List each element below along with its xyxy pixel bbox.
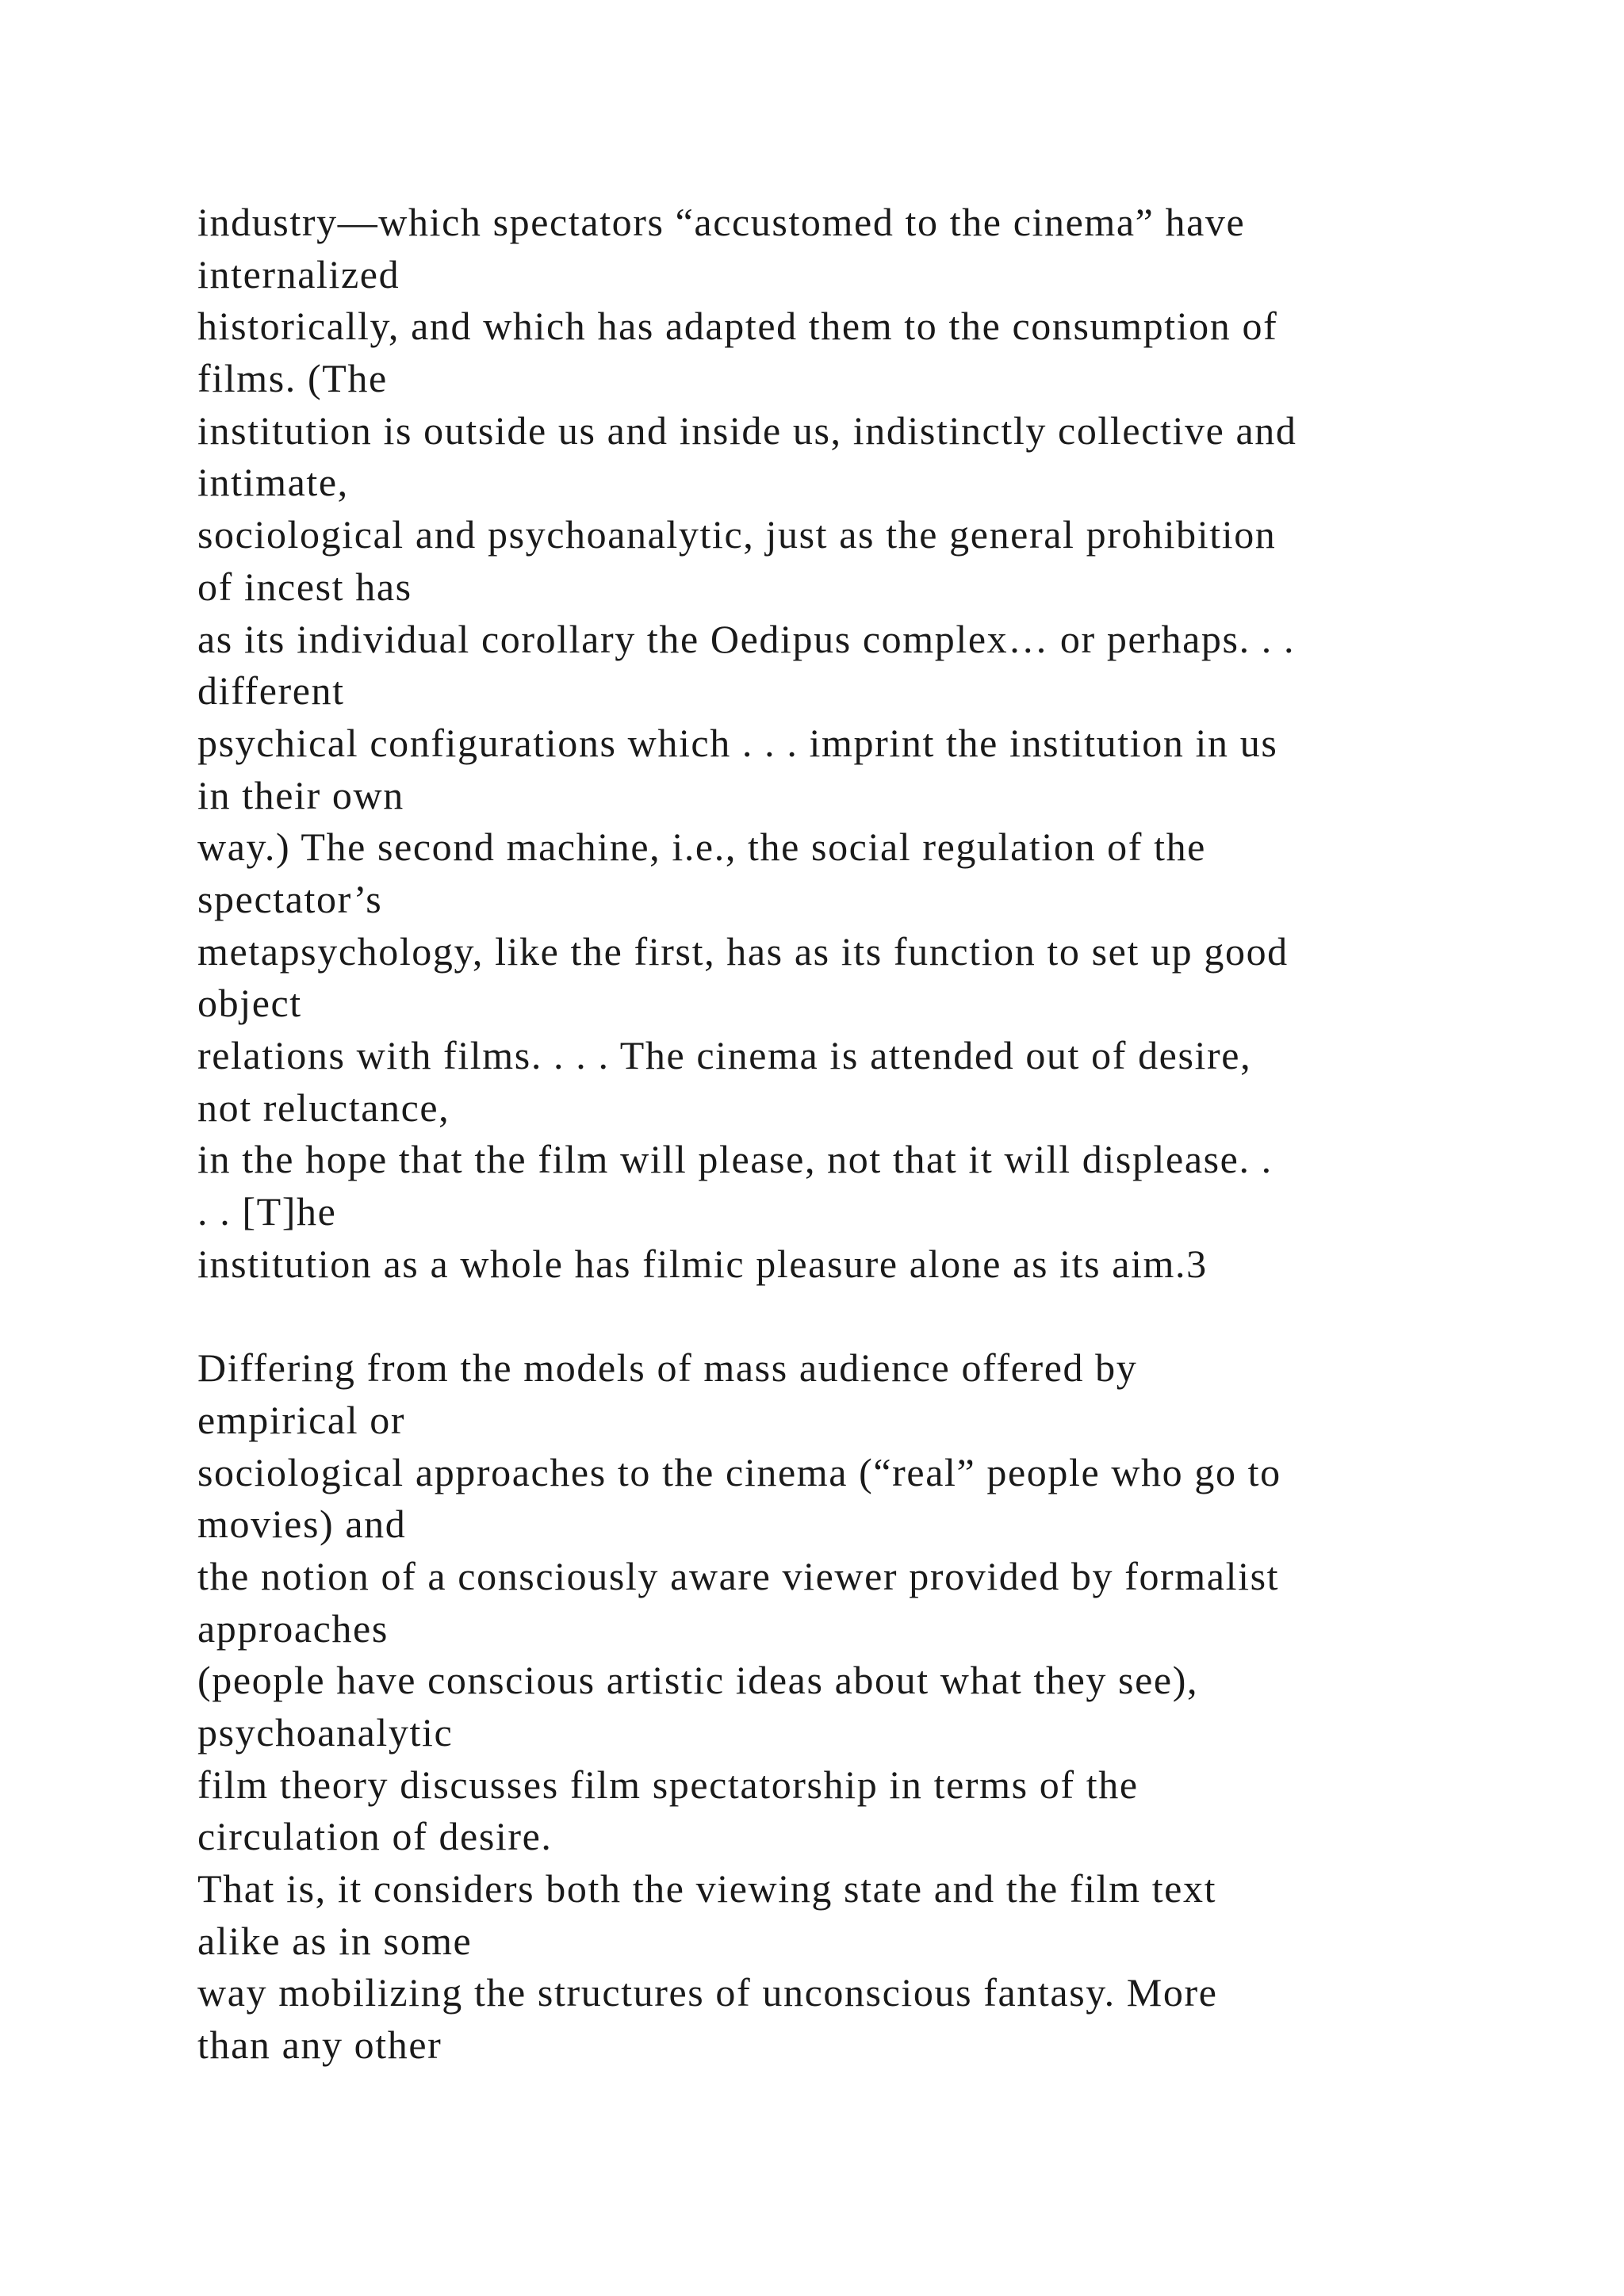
text-line: metapsychology, like the first, has as its function to set up good	[197, 928, 1289, 974]
text-line: sociological approaches to the cinema (“real” people who go to	[197, 1449, 1281, 1494]
text-line: films. (The	[197, 356, 388, 401]
text-line: relations with films. . . . The cinema is attended out of desire,	[197, 1033, 1252, 1077]
paragraph-quote	[197, 197, 1498, 1290]
text-line: That is, it considers both the viewing state and the film text	[197, 1866, 1217, 1911]
text-line: . . [T]he	[197, 1189, 337, 1234]
text-line: way mobilizing the structures of unconscious fantasy. More	[197, 1970, 1218, 2015]
text-line: sociological and psychoanalytic, just as the general prohibition	[197, 512, 1277, 557]
text-line: psychoanalytic	[197, 1709, 454, 1755]
text-line: industry—which spectators “accustomed to the cinema” have	[197, 200, 1246, 244]
text-line: internalized	[197, 251, 400, 297]
text-line: approaches	[197, 1605, 389, 1651]
text-line: than any other	[197, 2022, 442, 2068]
text-line: in their own	[197, 772, 404, 817]
text-line: film theory discusses film spectatorship in terms of the	[197, 1762, 1139, 1807]
paragraph-body	[197, 1342, 1498, 2072]
text-line: empirical or	[197, 1397, 406, 1442]
text-line: psychical configurations which . . . imprint the institution in us	[197, 720, 1278, 765]
body-text	[197, 197, 1498, 2072]
text-line: way.) The second machine, i.e., the social regulation of the	[197, 825, 1206, 870]
text-line: circulation of desire.	[197, 1814, 553, 1859]
text-line: historically, and which has adapted them to the consumption of	[197, 304, 1278, 349]
text-line: (people have conscious artistic ideas about what they see),	[197, 1658, 1199, 1703]
text-line: of incest has	[197, 564, 412, 609]
text-line: movies) and	[197, 1502, 407, 1547]
text-line: different	[197, 668, 345, 714]
text-line: alike as in some	[197, 1918, 473, 1963]
text-line: spectator’s	[197, 876, 383, 921]
text-line: not reluctance,	[197, 1085, 450, 1130]
paragraph-break	[197, 1290, 1498, 1342]
text-line: in the hope that the film will please, not that it will displease. .	[197, 1137, 1273, 1182]
text-line: as its individual corollary the Oedipus complex… or perhaps. . .	[197, 616, 1296, 661]
text-line: intimate,	[197, 460, 349, 505]
text-line: Differing from the models of mass audience offered by	[197, 1345, 1138, 1391]
text-line: the notion of a consciously aware viewer provided by formalist	[197, 1553, 1280, 1598]
text-line: institution as a whole has filmic pleasure alone as its aim.3	[197, 1241, 1208, 1286]
text-line: object	[197, 981, 302, 1026]
text-line: institution is outside us and inside us, indistinctly collective and	[197, 408, 1297, 453]
